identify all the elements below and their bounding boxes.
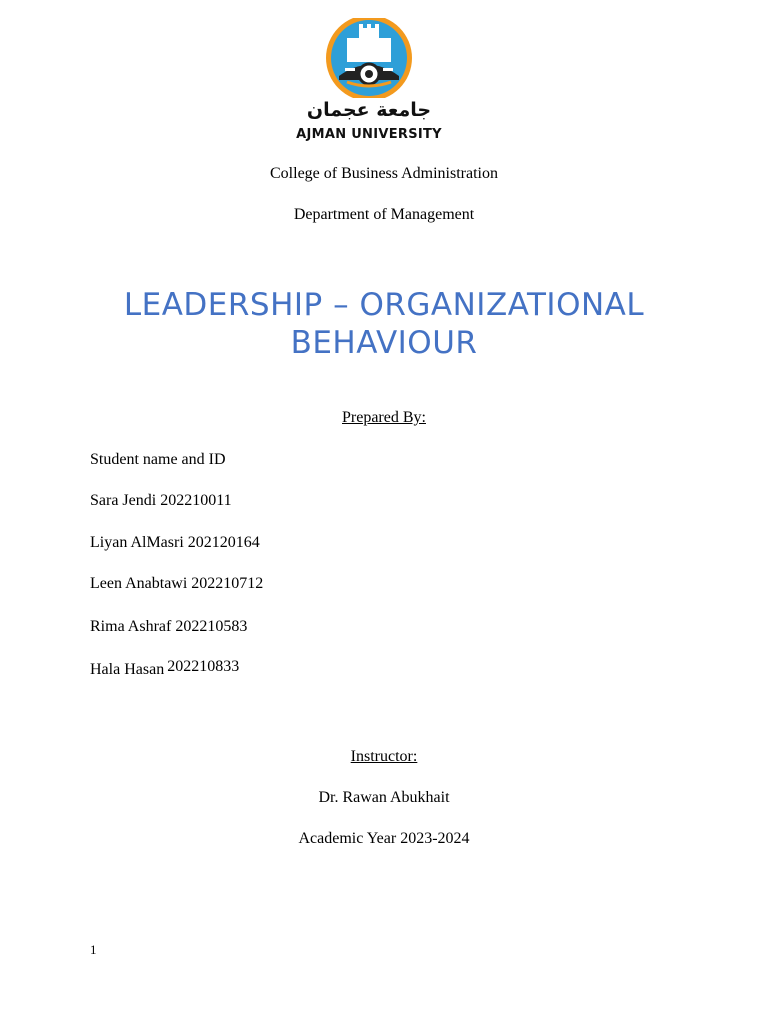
student-entry: Sara Jendi 202210011 bbox=[90, 492, 232, 509]
college-name: College of Business Administration bbox=[270, 165, 498, 182]
students-heading: Student name and ID bbox=[90, 451, 226, 468]
student-entry bbox=[90, 660, 240, 680]
academic-year: Academic Year 2023-2024 bbox=[298, 830, 470, 847]
instructor-name: Dr. Rawan Abukhait bbox=[318, 789, 450, 806]
page-number: 1 bbox=[90, 942, 97, 957]
instructor-label: Instructor: bbox=[350, 748, 418, 765]
student-entry: Rima Ashraf 202210583 bbox=[90, 618, 248, 635]
document-title: LEADERSHIP – ORGANIZATIONAL BEHAVIOUR bbox=[123, 287, 645, 361]
university-name-arabic: جامعة عجمان bbox=[306, 99, 432, 121]
prepared-by-label: Prepared By: bbox=[342, 409, 426, 426]
department-name: Department of Management bbox=[293, 206, 475, 223]
student-name: Hala Hasan bbox=[90, 661, 165, 678]
university-name: AJMAN UNIVERSITY bbox=[296, 127, 442, 142]
student-id: 202210833 bbox=[167, 658, 240, 675]
student-entry: Liyan AlMasri 202120164 bbox=[90, 534, 260, 551]
student-entry: Leen Anabtawi 202210712 bbox=[90, 575, 264, 592]
